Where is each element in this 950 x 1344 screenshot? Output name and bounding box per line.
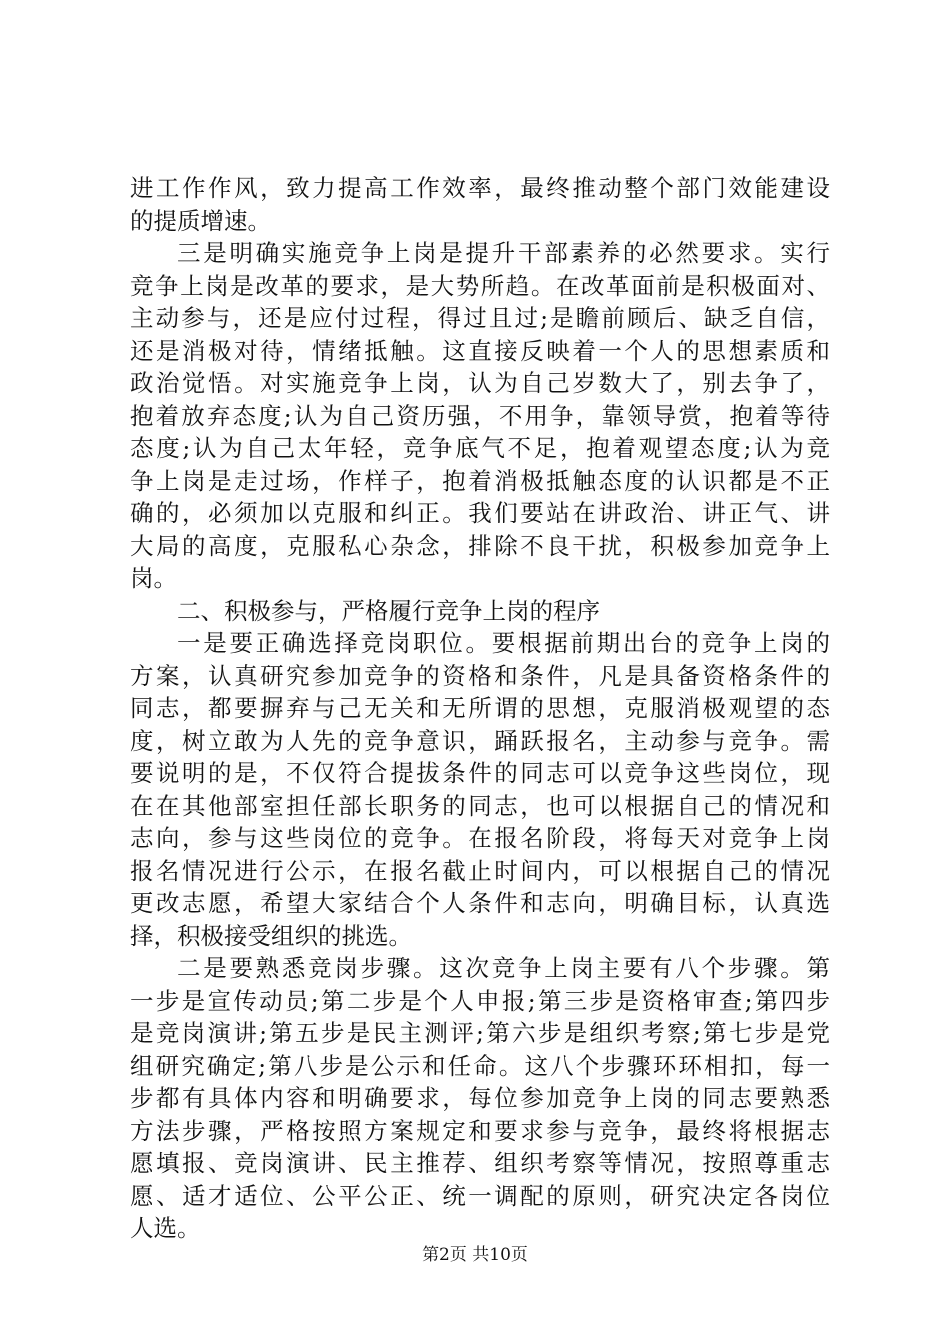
text-line: 竞争上岗是改革的要求，是大势所趋。在改革面前是积极面对、 <box>130 271 830 300</box>
text-line: 在在其他部室担任部长职务的同志，也可以根据自己的情况和 <box>130 791 830 820</box>
text-line: 还是消极对待，情绪抵触。这直接反映着一个人的思想素质和 <box>130 336 830 365</box>
text-line: 三是明确实施竞争上岗是提升干部素养的必然要求。实行 <box>177 239 830 267</box>
text-line: 度，树立敢为人先的竞争意识，踊跃报名，主动参与竞争。需 <box>130 726 830 755</box>
text-line: 要说明的是，不仅符合提拔条件的同志可以竞争这些岗位，现 <box>130 759 830 787</box>
text-line: 争上岗是走过场，作样子，抱着消极抵触态度的认识都是不正 <box>130 466 830 495</box>
text-line: 愿、适才适位、公平公正、统一调配的原则，研究决定各岗位 <box>130 1181 830 1210</box>
text-line: 岗。 <box>130 564 177 592</box>
text-line: 同志，都要摒弃与己无关和无所谓的思想，克服消极观望的态 <box>130 694 830 722</box>
text-line: 进工作作风，致力提高工作效率，最终推动整个部门效能建设 <box>130 174 830 202</box>
text-line: 步都有具体内容和明确要求，每位参加竞争上岗的同志要熟悉 <box>130 1084 830 1112</box>
text-line: 组研究确定;第八步是公示和任命。这八个步骤环环相扣，每一 <box>130 1051 830 1080</box>
text-line: 二、积极参与，严格履行竞争上岗的程序 <box>177 596 600 625</box>
page-footer: 第2页 共10页 <box>422 1245 528 1265</box>
text-line: 一是要正确选择竞岗职位。要根据前期出台的竞争上岗的 <box>177 629 830 657</box>
text-line: 更改志愿，希望大家结合个人条件和志向，明确目标，认真选 <box>130 889 830 917</box>
document-body <box>130 172 830 1245</box>
text-line: 确的，必须加以克服和纠正。我们要站在讲政治、讲正气、讲 <box>130 499 830 527</box>
text-line: 人选。 <box>130 1214 201 1242</box>
text-line: 主动参与，还是应付过程，得过且过;是瞻前顾后、缺乏自信， <box>130 304 830 332</box>
text-line: 大局的高度，克服私心杂念，排除不良干扰，积极参加竞争上 <box>130 531 830 560</box>
text-line: 志向，参与这些岗位的竞争。在报名阶段，将每天对竞争上岗 <box>130 824 830 852</box>
text-line: 抱着放弃态度;认为自己资历强，不用争，靠领导赏，抱着等待 <box>130 401 830 430</box>
text-line: 是竞岗演讲;第五步是民主测评;第六步是组织考察;第七步是党 <box>130 1019 830 1047</box>
text-line: 愿填报、竞岗演讲、民主推荐、组织考察等情况，按照尊重志 <box>130 1149 830 1177</box>
text-line: 态度;认为自己太年轻，竞争底气不足，抱着观望态度;认为竞 <box>130 434 830 462</box>
text-line: 一步是宣传动员;第二步是个人申报;第三步是资格审查;第四步 <box>130 986 830 1015</box>
text-line: 的提质增速。 <box>130 206 271 235</box>
text-line: 方法步骤，严格按照方案规定和要求参与竞争，最终将根据志 <box>130 1116 830 1145</box>
text-line: 报名情况进行公示，在报名截止时间内，可以根据自己的情况 <box>130 856 830 885</box>
text-line: 择，积极接受组织的挑选。 <box>130 921 412 950</box>
text-line: 方案，认真研究参加竞争的资格和条件，凡是具备资格条件的 <box>130 661 830 690</box>
text-line: 政治觉悟。对实施竞争上岗，认为自己岁数大了，别去争了， <box>130 369 830 397</box>
text-line: 二是要熟悉竞岗步骤。这次竞争上岗主要有八个步骤。第 <box>177 954 830 982</box>
